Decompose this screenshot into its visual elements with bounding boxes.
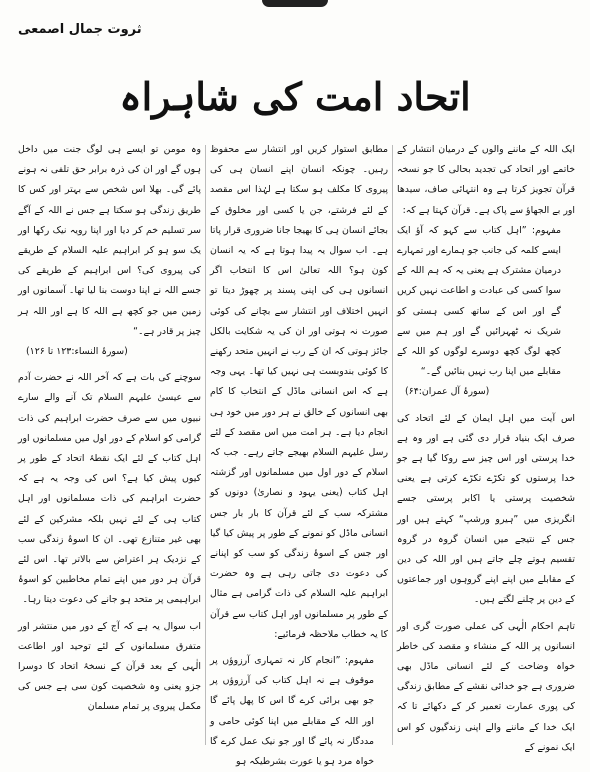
quran-quote: مفہوم: ”انجام کار نہ تمہاری آرزوؤں پر موقوف ہے نہ اہل کتاب کی آرزوؤں پر جو بھی برائی کرے گا اس کا پھل پائے گا اور اللہ کے مقابلے میں اپنا کوئی حامی و مددگار نہ پائے گا اور جو نیک عمل کرے گا خواہ مرد ہو یا عورت بشرطیکہ ہو	[210, 655, 374, 768]
paragraph: مطابق استوار کریں اور انتشار سے محفوظ رہیں۔ چونکہ انسان اپنے انسان ہی کی پیروی کا مکلف ہو سکتا ہے لہٰذا اس مقصد کے لئے فرشتے، جن یا کسی اور مخلوق کے بجائے انسان ہی کا بھیجا جانا ضروری قرار پاتا ہے۔ اب سوال یہ پیدا ہوتا ہے کہ یہ انسان کون ہو؟ اللہ تعالیٰ اس کا انتخاب اگر انسانوں ہی کی اپنی پسند پر چھوڑ دیتا تو انہیں اختلاف اور انتشار سے بچانے کی کوئی صورت نہ ہوتی اور ان کی یہ شکایت بالکل جائز ہوتی کہ ان کے رب نے انہیں متحد رکھنے کا کوئی بندوبست ہی نہیں کیا تھا۔ یہی وجہ ہے کہ اس انسانی ماڈل کے انتخاب کا کام بھی انسانوں کے خالق نے ہر دور میں خود ہی انجام دیا ہے۔ ہر امت میں اس مقصد کے لئے رسل علیہم السلام بھیجے جاتے رہے۔ جب کہ اسلام کے دور اول میں مسلمانوں اور گزشتہ اہل کتاب (یعنی یہود و نصاریٰ) دونوں کو مشترکہ سب کے لئے قرآن کا بار بار جس انسانی ماڈل کو نمونے کے طور پر پیش کیا گیا اور جس کے اسوۂ زندگی کو سب کو اپنانے کی دعوت دی جاتی رہی ہے وہ حضرت ابراہیم علیہ السلام کی ذات گرامی ہے مثال کے طور پر مسلمانوں اور اہل کتاب سے قرآن کا یہ خطاب ملاحظہ فرمائیے:	[210, 144, 388, 640]
verse-reference: (سورۂ آل عمران:۶۴)	[405, 386, 490, 398]
paragraph: سوچنے کی بات ہے کہ آخر اللہ نے حضرت آدم سے عیسیٰ علیہم السلام تک آنے والے سارے نبیوں میں سے صرف حضرت ابراہیم کی ذات گرامی کو اسلام کے دور اول میں مسلمانوں اور اہل کتاب کے لئے ایک نقطۂ اتحاد کے طور پر کیوں پیش کیا ہے؟ اس کی وجہ یہ ہے کہ حضرت ابراہیم کی ذات مسلمانوں اور اہل کتاب ہی کے لئے نہیں بلکہ مشرکین کے لئے بھی غیر متنازع تھی۔ ان کا اسوۂ زندگی سب کے نزدیک ہر اعتراض سے بالاتر تھا۔ اس لئے قرآن ہر دور میں اپنے تمام مخاطبین کو اسوۂ ابراہیمی پر متحد ہو جانے کی دعوت دیتا رہا۔	[18, 372, 201, 606]
paragraph: تاہم احکام الٰہی کی عملی صورت گری اور انسانوں پر اللہ کے منشاء و مقصد کی خاطر خواہ وضاحت کے لئے انسانی ماڈل بھی ضروری ہے جو خدائی نقشے کے مطابق زندگی کی پوری عمارت تعمیر کر کے دکھائے تا کہ ایک خدا کے ماننے والے اپنی زندگیوں کو اس ایک نمونے کے	[397, 620, 575, 753]
paragraph: ایک اللہ کے ماننے والوں کے درمیان انتشار کے خاتمے اور اتحاد کی تجدید بحالی کا جو نسخہ قرآن تجویز کرتا ہے وہ انتہائی صاف، سیدھا اور بے الجھاؤ سے پاک ہے۔ قرآن کہتا ہے کہ:	[397, 144, 575, 216]
top-ornament	[262, 0, 328, 7]
paragraph: وہ مومن تو ایسے ہی لوگ جنت میں داخل ہوں گے اور ان کی ذرہ برابر حق تلفی نہ ہونے پائے گی۔ بھلا اس شخص سے بہتر اور کس کا طریق زندگی ہو سکتا ہے جس نے اللہ کے آگے سر تسلیم خم کر دیا اور اپنا رویہ نیک رکھا اور یک سو ہو کر ابراہیم علیہ السلام کے طریقے کی پیروی کی؟ اس ابراہیم کے طریقے کی جسے اللہ نے اپنا دوست بنا لیا تھا۔ آسمانوں اور زمین میں جو کچھ ہے اللہ کا ہے اور اللہ ہر چیز پر قادر ہے۔“	[18, 144, 201, 337]
quran-quote: مفہوم: ”اہل کتاب سے کہو کہ آؤ ایک ایسے کلمہ کی جانب جو ہمارے اور تمہارے درمیان مشترک ہے یعنی یہ کہ ہم اللہ کے سوا کسی کی عبادت و اطاعت نہیں کریں گے اور اس کے ساتھ کسی ہستی کو شریک نہ ٹھہرائیں گے اور ہم میں سے کچھ لوگ کچھ دوسرے لوگوں کو اللہ کے مقابلے میں اپنا رب نہیں بنائیں گے۔“	[397, 224, 561, 378]
column-right	[397, 140, 575, 752]
verse-reference: (سورۂ النساء:۱۲۳ تا ۱۲۶)	[26, 346, 128, 358]
article-title: اتحاد امت کی شاہراہ	[119, 74, 471, 119]
column-divider	[392, 145, 393, 745]
column-left	[18, 140, 201, 752]
column-middle	[210, 140, 388, 768]
paragraph: اس آیت میں اہل ایمان کے لئے اتحاد کی صرف ایک بنیاد قرار دی گئی ہے اور وہ ہے خدا پرستی اور اس چیز سے روکا گیا ہے جو خدا پرستوں کو تکڑے تکڑے کرتی ہے یعنی شخصیت پرستی یا اکابر پرستی جسے انگریزی میں ”ہیرو ورشپ“ کہتے ہیں اور جس کے نتیجے میں انسان گروہ در گروہ تقسیم ہوتے چلے جاتے ہیں اور اللہ کی دین کے مقابلے میں اپنے اپنے گروہوں اور جماعتوں کے دین پر چلنے لگتے ہیں۔	[397, 412, 575, 606]
paragraph: اب سوال یہ ہے کہ آج کے دور میں منتشر اور متفرق مسلمانوں کے لئے توحید اور اطاعت الٰہی کے بعد قرآن کے نسخۂ اتحاد کا دوسرا جزو یعنی وہ شخصیت کون سی ہے جس کی مکمل پیروی پر تمام مسلمان	[18, 620, 201, 713]
column-divider	[205, 145, 206, 745]
author-name: ثروت جمال اصمعی	[18, 22, 142, 37]
